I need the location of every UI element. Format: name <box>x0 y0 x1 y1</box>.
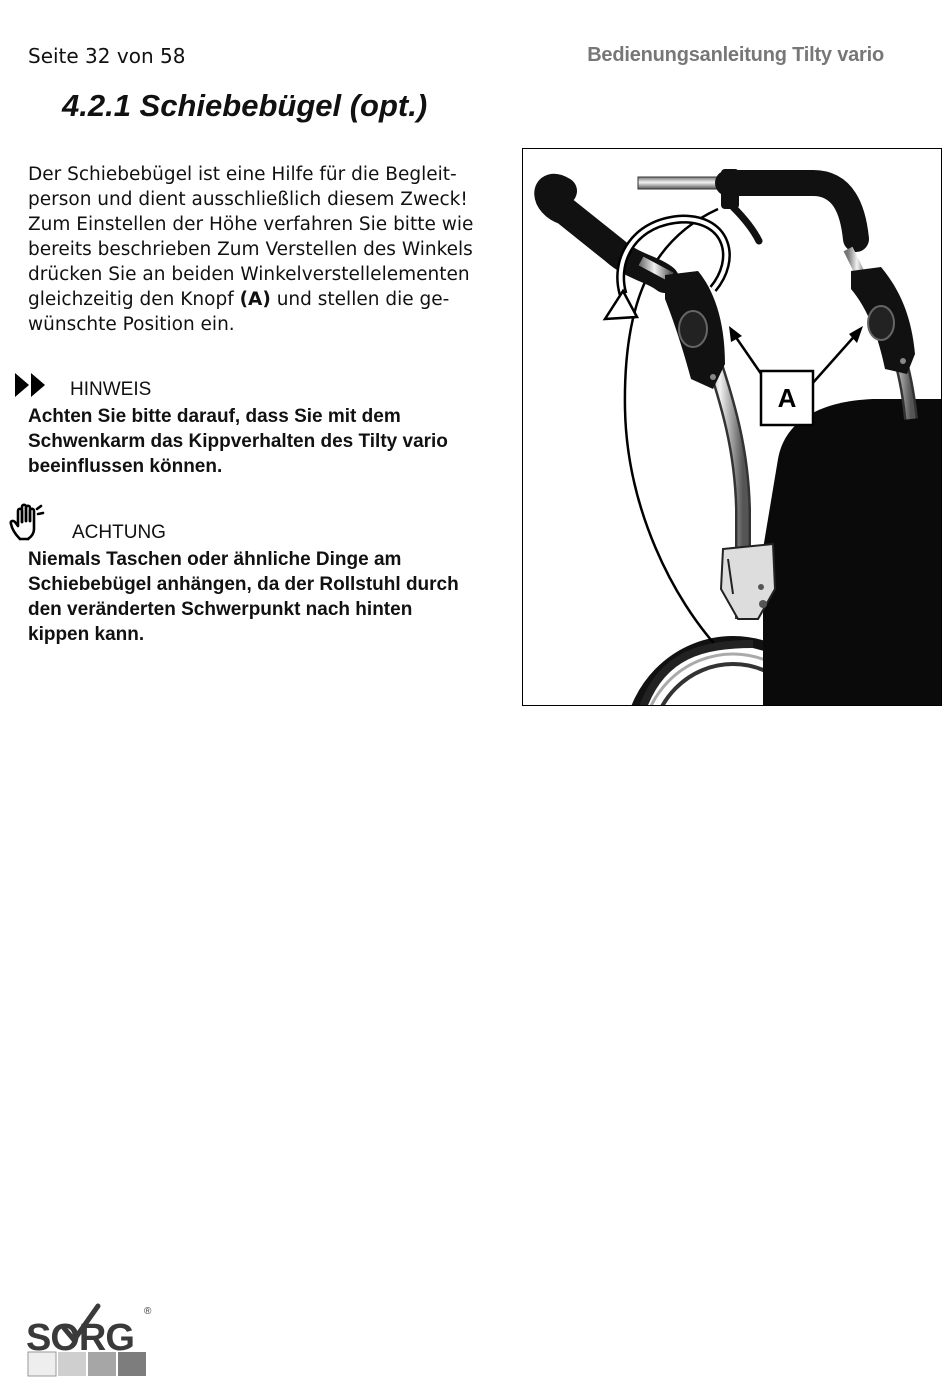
achtung-text <box>28 547 498 647</box>
intro-line: Zum Einstellen der Höhe verfahren Sie bitte wie <box>28 214 474 235</box>
push-handle-illustration <box>523 149 942 706</box>
registered-mark: ® <box>144 1306 152 1317</box>
callout-label: A <box>777 383 797 413</box>
intro-line: bereits beschrieben Zum Verstellen des Winkels <box>28 239 473 260</box>
section-title: 4.2.1 Schiebebügel (opt.) <box>62 88 428 123</box>
stop-hand-icon <box>8 503 48 543</box>
top-grip <box>728 183 856 239</box>
push-handle-figure <box>522 148 942 706</box>
hinweis-line: Schwenkarm das Kippverhalten des Tilty vario <box>28 431 448 452</box>
intro-line: drücken Sie an beiden Winkelverstellelementen <box>28 264 470 285</box>
achtung-label: ACHTUNG <box>72 522 166 543</box>
achtung-line: Schiebebügel anhängen, da der Rollstuhl durch <box>28 574 459 595</box>
sorg-logo-text: SORG <box>26 1317 134 1359</box>
achtung-line: kippen kann. <box>28 624 145 645</box>
callout-arrow <box>811 331 859 385</box>
intro-line: Der Schiebebügel ist eine Hilfe für die Begleit- <box>28 164 457 185</box>
backrest <box>763 399 942 706</box>
document-title: Bedienungsanleitung Tilty vario <box>587 44 884 66</box>
intro-line: person und dient ausschließlich diesem Zweck! <box>28 189 468 210</box>
hinweis-line: beeinflussen können. <box>28 456 223 477</box>
hinweis-label: HINWEIS <box>70 379 152 400</box>
button-reference: (A) <box>239 289 271 310</box>
intro-line: wünschte Position ein. <box>28 314 235 335</box>
right-angle-adjuster <box>851 267 915 374</box>
intro-line: gleichzeitig den Knopf <box>28 289 240 310</box>
hinweis-line: Achten Sie bitte darauf, dass Sie mit dem <box>28 406 401 427</box>
double-arrow-icon <box>14 372 48 398</box>
hinweis-text <box>28 404 498 479</box>
sorg-logo <box>26 1300 158 1378</box>
page-number: Seite 32 von 58 <box>28 44 186 68</box>
intro-paragraph <box>28 162 498 337</box>
achtung-line: Niemals Taschen oder ähnliche Dinge am <box>28 549 402 570</box>
achtung-line: den veränderten Schwerpunkt nach hinten <box>28 599 413 620</box>
intro-line: und stellen die ge- <box>270 289 450 310</box>
